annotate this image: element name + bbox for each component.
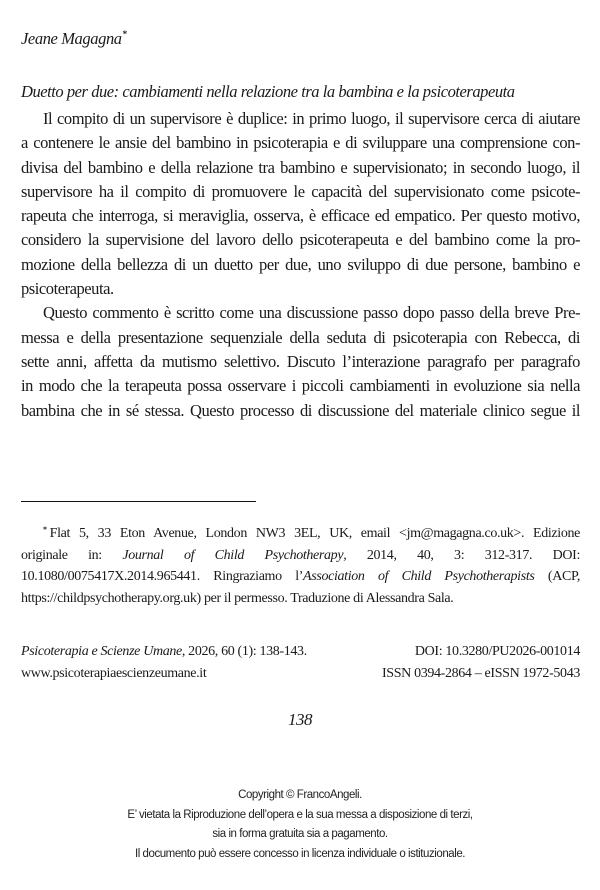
copyright-notice — [0, 786, 600, 864]
journal-citation-row — [21, 641, 580, 663]
footnote-marker: * — [43, 525, 47, 534]
body-line: mozione della bellezza di un duetto per due, uno sviluppo di due persone, bambino e — [21, 254, 580, 274]
footnote-text: , 2014, 40, 3: 312-317. DOI: — [343, 547, 580, 563]
page-number: 138 — [288, 710, 312, 729]
journal-name: Psicoterapia e Scienze Umane — [21, 644, 182, 659]
journal-web-row — [21, 663, 580, 685]
paragraph-2 — [21, 301, 580, 422]
body-line: divisa del bambino e della relazione tra bambino e supervisionato; in secondo luogo, il — [21, 157, 580, 177]
copyright-line: Il documento può essere concesso in licenza individuale o istituzionale. — [134, 847, 466, 860]
body-line: in modo che la terapeuta possa osservare i piccoli cambiamenti in evoluzione sia nella — [21, 376, 580, 396]
body-line: a contenere le ansie del bambino in psicoterapia e di sviluppare una comprensione con- — [21, 133, 580, 153]
association-name: Association of Child Psychotherapists — [303, 569, 535, 584]
journal-issn: ISSN 0394-2864 – eISSN 1972-5043 — [381, 665, 580, 681]
author-name-text: Jeane Magagna — [21, 29, 122, 48]
body-line: supervisore ha il compito di promuovere le capacità del supervisionato come psicote- — [21, 181, 580, 201]
body-line: messa e della presentazione sequenziale della seduta di psicoterapia con Rebecca, di — [21, 327, 580, 347]
journal-doi: DOI: 10.3280/PU2026-001014 — [414, 644, 580, 659]
body-line: considero la supervisione del lavoro dello psicoterapeuta e del bambino come la pro- — [21, 230, 580, 250]
footnote-line — [21, 519, 580, 545]
journal-citation — [21, 641, 307, 663]
article-title: Duetto per due: cambiamenti nella relazione tra la bambina e la psicoterapeuta — [21, 82, 515, 101]
body-line: Questo commento è scritto come una discussione passo dopo passo della breve Pre- — [43, 303, 580, 323]
article-body — [21, 107, 580, 423]
body-line: sette anni, affetta da mutismo selettivo. Discuto l’interazione paragrafo per paragrafo — [21, 351, 580, 371]
body-line: Il compito di un supervisore è duplice: in primo luogo, il supervisore cerca di aiutare — [43, 109, 580, 128]
footnote-text: originale in: — [21, 547, 123, 563]
footnote-line — [21, 545, 580, 567]
footnote-line — [21, 566, 580, 588]
footnote-text: (ACP, — [534, 569, 581, 584]
body-line: rapeuta che interroga, si meraviglia, osserva, è efficace ed empatico. Per questo motivo, — [21, 206, 580, 226]
footnote-address: Flat 5, 33 Eton Avenue, London NW3 3EL, UK, email <jm@magagna.co.uk>. Edizione — [49, 526, 580, 541]
journal-website[interactable]: www.psicoterapiaescienzeumane.it — [21, 665, 207, 681]
footnote-doi: 10.1080/0075417X.2014.965441. Ringraziamo l’ — [21, 569, 304, 584]
paragraph-1 — [21, 107, 580, 301]
body-line: bambina che in sé stessa. Questo processo di discussione del materiale clinico segue il — [21, 400, 580, 420]
body-line: psicoterapeuta. — [21, 279, 114, 299]
journal-volume: , 2026, 60 (1): 138-143. — [181, 644, 307, 659]
footnote — [21, 519, 580, 609]
source-journal-title: Journal of Child Psychotherapy — [122, 547, 344, 563]
author-footnote-marker[interactable]: * — [122, 29, 127, 39]
footnote-divider — [21, 501, 256, 502]
footnote-line: https://childpsychotherapy.org.uk) per il permesso. Traduzione di Alessandra Sala. — [21, 590, 454, 606]
journal-info — [21, 641, 580, 684]
author-name — [21, 29, 127, 49]
copyright-line: Copyright © FrancoAngeli. — [238, 789, 362, 801]
copyright-line: E’ vietata la Riproduzione dell’opera e la sua messa a disposizione di terzi, — [127, 808, 473, 821]
copyright-line: sia in forma gratuita sia a pagamento. — [212, 828, 388, 840]
